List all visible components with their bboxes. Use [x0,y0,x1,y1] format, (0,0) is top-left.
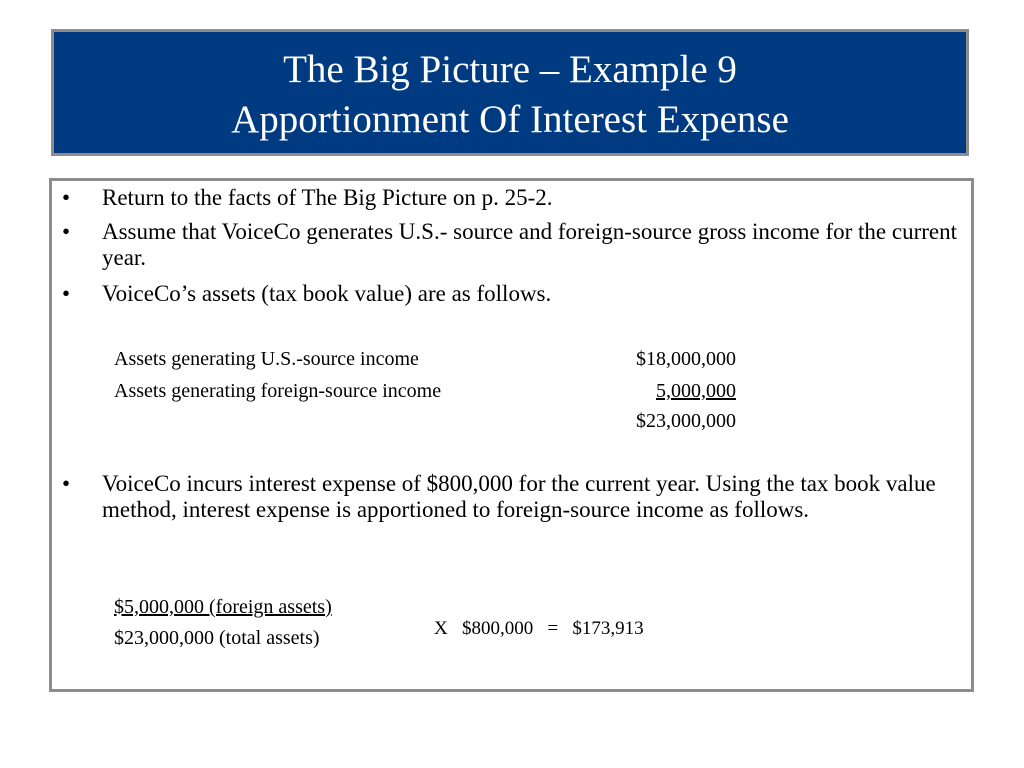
bullet-item [62,219,962,271]
bullet-item [62,471,962,549]
calculation-result: X $800,000 = $173,913 [434,618,644,639]
bullet-text: VoiceCo incurs interest expense of $800,000 for the current year. Using the tax book value method, interest expense is apportioned to foreign-source income as follows. [102,471,936,522]
slide-content [49,178,974,692]
slide-title-banner [51,29,969,156]
bullet-dot: • [62,281,71,306]
asset-row-total [114,409,736,433]
bullet-dot: • [62,471,71,496]
bullet-dot: • [62,185,71,210]
fraction-numerator: $5,000,000 (foreign assets) [114,596,332,618]
asset-amount: 5,000,000 [656,380,736,402]
asset-total: $23,000,000 [636,410,736,432]
bullet-text: VoiceCo’s assets (tax book value) are as follows. [102,281,552,306]
asset-row-us [114,347,736,371]
slide-title: The Big Picture – Example 9 [283,48,737,91]
bullet-item [62,185,962,211]
bullet-text: Assume that VoiceCo generates U.S.- source and foreign-source gross income for the current year. [102,219,958,270]
asset-label: Assets generating U.S.-source income [114,348,419,370]
bullet-item [62,281,962,307]
slide-subtitle: Apportionment Of Interest Expense [231,98,789,141]
bullet-text: Return to the facts of The Big Picture on p. 25-2. [102,185,553,210]
fraction-denominator: $23,000,000 (total assets) [114,627,320,649]
bullet-dot: • [62,219,71,244]
asset-row-foreign [114,379,736,403]
asset-amount: $18,000,000 [636,348,736,370]
asset-label: Assets generating foreign-source income [114,380,442,402]
